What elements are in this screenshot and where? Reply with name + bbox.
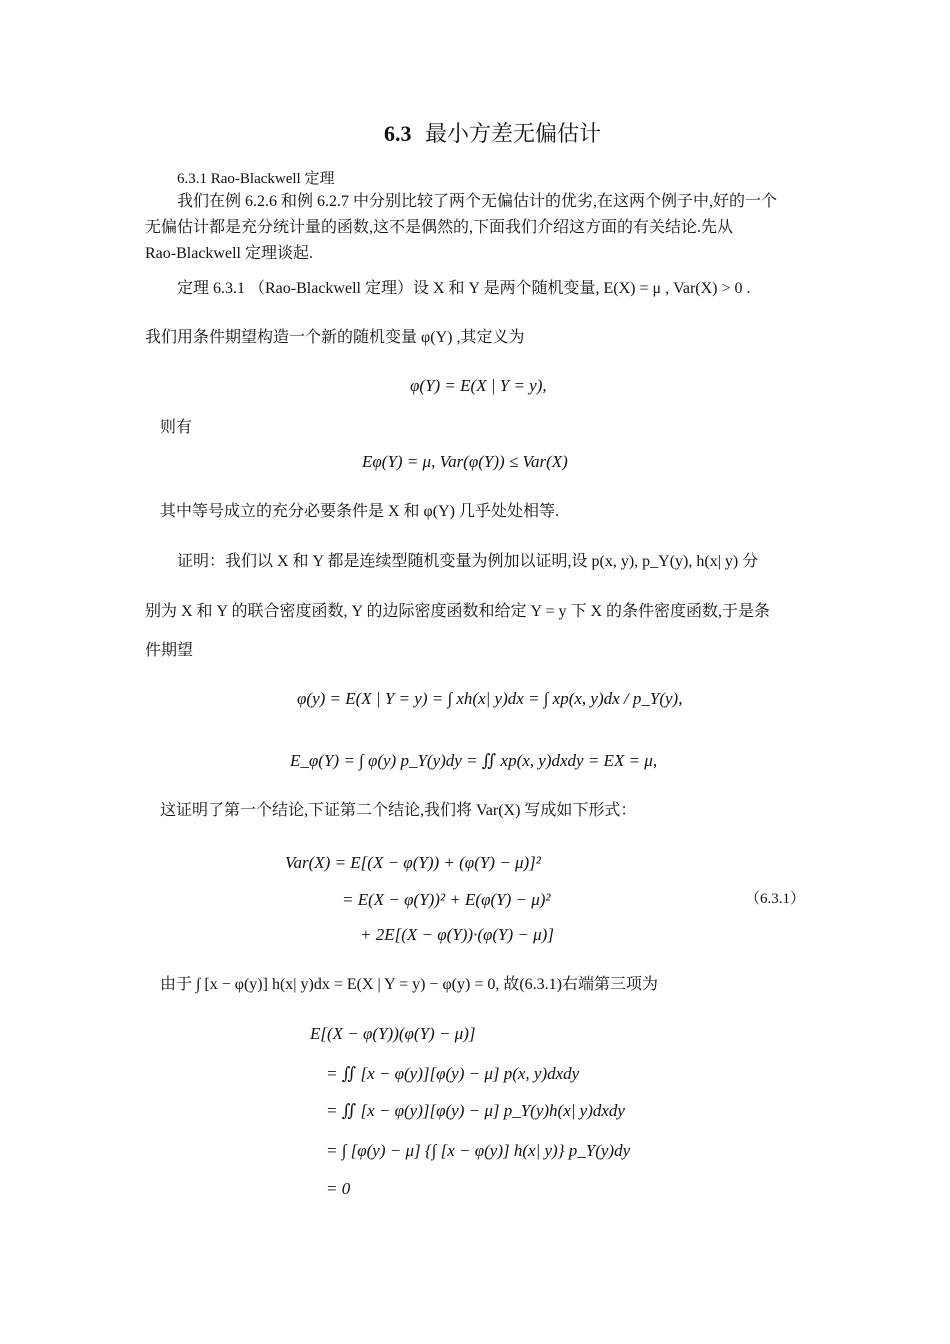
equation-derivation-step: = 0 (326, 1179, 351, 1198)
paragraph-line: 这证明了第一个结论,下证第二个结论,我们将 Var(X) 写成如下形式： (160, 802, 637, 819)
subsection-heading: 6.3.1 Rao-Blackwell 定理 (177, 171, 335, 187)
paragraph-line: 由于 ∫ [x − φ(y)] h(x| y)dx = E(X | Y = y) − φ(y) = 0, 故(6.3.1)右端第三项为 (160, 976, 659, 993)
equation-conditional-expectation: φ(y) = E(X | Y = y) = ∫ xh(x| y)dx = ∫ xp(x, y)dx / p_Y(y), (297, 689, 683, 708)
paragraph-line: Rao-Blackwell 定理谈起. (145, 245, 313, 262)
equation-phi-definition: φ(Y) = E(X | Y = y), (410, 376, 547, 395)
equation-derivation-step: = ∬ [x − φ(y)][φ(y) − μ] p_Y(y)h(x| y)dxdy (326, 1101, 625, 1120)
equation-derivation-step: = ∫ [φ(y) − μ] {∫ [x − φ(y)] h(x| y)} p_Y(y)dy (326, 1141, 631, 1160)
page-title (384, 123, 601, 145)
proof-line: 件期望 (145, 642, 194, 659)
theorem-statement: 定理 6.3.1 （Rao-Blackwell 定理）设 X 和 Y 是两个随机变量, E(X) = μ , Var(X) > 0 . (177, 280, 751, 297)
equation-var-line3: + 2E[(X − φ(Y))·(φ(Y) − μ)] (360, 925, 554, 944)
equation-theorem-result: Eφ(Y) = μ, Var(φ(Y)) ≤ Var(X) (362, 452, 568, 471)
section-number: 6.3 (384, 121, 412, 146)
equation-var-line2: = E(X − φ(Y))² + E(φ(Y) − μ)² (342, 890, 551, 909)
paragraph-line: 则有 (160, 419, 193, 436)
paragraph-line: 无偏估计都是充分统计量的函数,这不是偶然的,下面我们介绍这方面的有关结论.先从 (145, 219, 734, 236)
equation-derivation-step: = ∬ [x − φ(y)][φ(y) − μ] p(x, y)dxdy (326, 1064, 580, 1083)
proof-line: 别为 X 和 Y 的联合密度函数, Y 的边际密度函数和给定 Y = y 下 X 的条件密度函数,于是条 (145, 603, 771, 620)
paragraph-line: 其中等号成立的充分必要条件是 X 和 φ(Y) 几乎处处相等. (160, 503, 560, 520)
equation-number: （6.3.1） (745, 891, 806, 907)
section-title: 最小方差无偏估计 (425, 121, 602, 146)
equation-expectation: E_φ(Y) = ∫ φ(y) p_Y(y)dy = ∬ xp(x, y)dxdy = EX = μ, (290, 751, 658, 770)
equation-var-line1: Var(X) = E[(X − φ(Y)) + (φ(Y) − μ)]² (285, 853, 541, 872)
paragraph-line: 我们在例 6.2.6 和例 6.2.7 中分别比较了两个无偏估计的优劣,在这两个例子中,好的一个 (177, 193, 778, 210)
equation-third-term: E[(X − φ(Y))(φ(Y) − μ)] (310, 1024, 476, 1043)
proof-line: 证明：我们以 X 和 Y 都是连续型随机变量为例加以证明,设 p(x, y), p_Y(y), h(x| y) 分 (177, 553, 759, 570)
theorem-line: 我们用条件期望构造一个新的随机变量 φ(Y) ,其定义为 (145, 329, 525, 346)
